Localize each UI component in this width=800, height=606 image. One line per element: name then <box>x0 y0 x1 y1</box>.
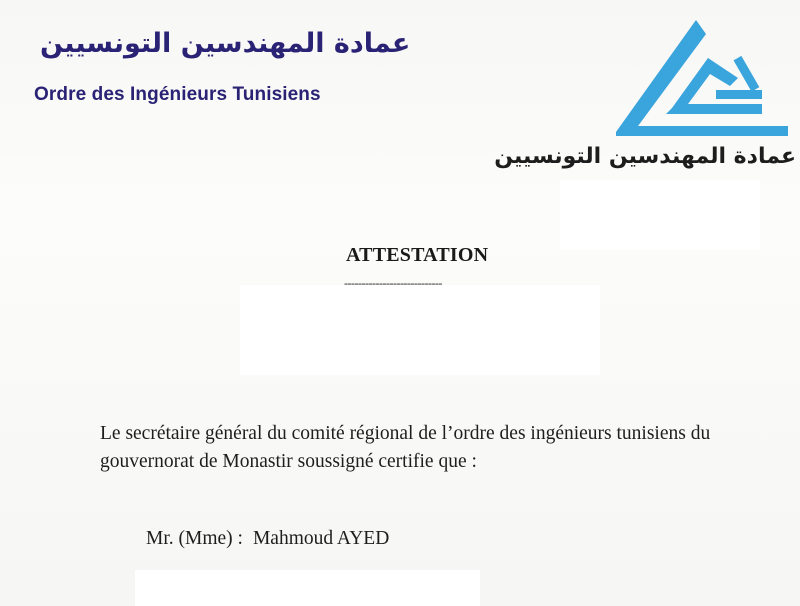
blank-area <box>240 285 600 375</box>
logo-arabic-caption: عمادة المهندسين التونسيين <box>494 144 796 169</box>
document-title: ATTESTATION <box>346 244 489 266</box>
title-underline: ---------------------------- <box>344 276 442 290</box>
paragraph-line: Le secrétaire général du comité régional de l’ordre des ingénieurs tunisiens du <box>100 423 711 444</box>
name-field <box>146 528 389 550</box>
organization-logo <box>494 16 796 186</box>
triangle-logo-icon <box>612 16 792 146</box>
name-field-value: Mahmoud AYED <box>252 528 390 549</box>
name-field-label: Mr. (Mme) : <box>146 528 243 549</box>
blank-area <box>135 570 480 606</box>
blank-area <box>560 180 760 250</box>
arabic-organization-name: عمادة المهندسين التونسيين <box>40 28 411 59</box>
certification-paragraph <box>100 420 740 476</box>
french-organization-name: Ordre des Ingénieurs Tunisiens <box>34 84 321 105</box>
paragraph-line: gouvernorat de Monastir soussigné certifie que : <box>100 451 477 472</box>
